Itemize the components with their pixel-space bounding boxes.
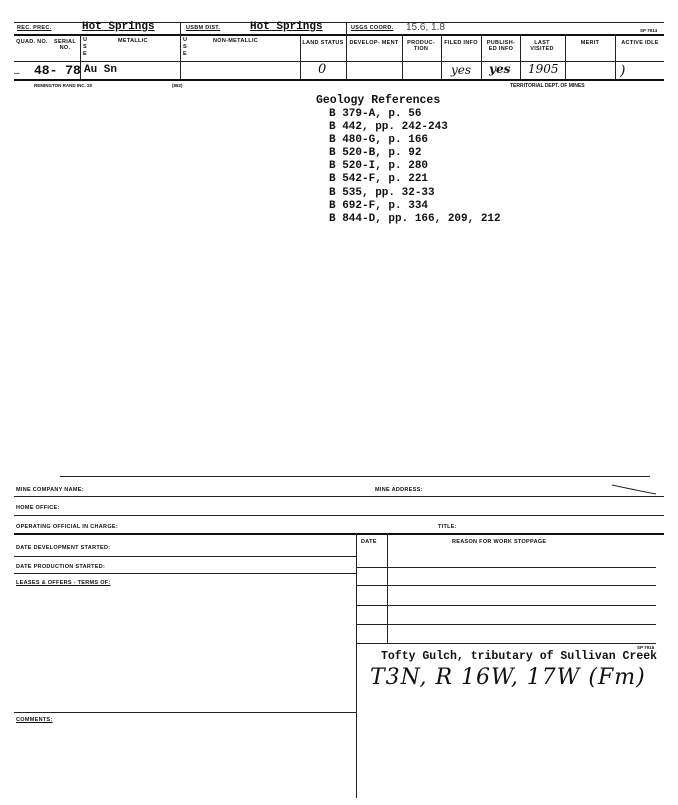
col-filed-info: FILED INFO (444, 40, 478, 46)
stoppage-row-line (356, 643, 656, 644)
form-line (14, 515, 664, 516)
col-land-status: LAND STATUS (302, 40, 344, 46)
header-row-line (14, 61, 664, 62)
header-rule (14, 34, 664, 36)
reference-item: B 844-D, pp. 166, 209, 212 (329, 212, 501, 225)
record-land-status: 0 (318, 62, 327, 77)
date-development-label: DATE DEVELOPMENT STARTED: (16, 545, 111, 551)
reference-item: B 542-F, p. 221 (329, 173, 429, 186)
form-number: SP 7914 (640, 28, 658, 33)
record-last-visited: 1905 (528, 62, 559, 76)
divider (565, 34, 566, 79)
record-active-idle: ) (620, 63, 626, 79)
col-merit: MERIT (580, 40, 600, 46)
home-office-label: HOME OFFICE: (16, 505, 60, 511)
references-list (329, 108, 501, 226)
record-quad-serial: 48- 78 (34, 63, 81, 78)
mine-company-top-line (60, 476, 650, 477)
date-production-label: DATE PRODUCTION STARTED: (16, 564, 106, 570)
reference-item: B 535, pp. 32-33 (329, 186, 435, 199)
reference-item: B 442, pp. 242-243 (329, 121, 448, 134)
form-line (14, 573, 356, 574)
date-col-label: DATE (361, 539, 377, 545)
reference-item: B 480-G, p. 166 (329, 134, 429, 147)
reference-item: B 520-B, p. 92 (329, 147, 422, 160)
record-bottom-line (14, 79, 664, 81)
form-line (14, 556, 356, 557)
col-development: DEVELOP- MENT (349, 40, 399, 46)
record-mark: – (14, 68, 20, 79)
usbm-dist-label: USBM DIST. (186, 25, 221, 31)
stoppage-row-line (356, 567, 656, 568)
rec-prec-value: Hot Springs (82, 21, 155, 33)
location-typed: Tofty Gulch, tributary of Sullivan Creek (381, 650, 658, 663)
col-active-idle: ACTIVE IDLE (621, 40, 659, 46)
form-number-2: SP 7915 (637, 645, 655, 650)
form-line (14, 496, 664, 497)
divider (180, 22, 181, 79)
col-use-letters: U S E (83, 37, 88, 57)
mine-company-name-label: MINE COMPANY NAME: (16, 487, 84, 493)
leases-offers-label: LEASES & OFFERS - TERMS OF: (16, 580, 111, 586)
col-metallic: METALLIC (118, 38, 148, 44)
divider (441, 34, 442, 79)
divider (346, 34, 347, 79)
references-heading: Geology References (316, 94, 441, 107)
agency-label: TERRITORIAL DEPT. OF MINES (510, 83, 585, 89)
reference-item: B 692-F, p. 334 (329, 199, 429, 212)
record-published-info: yes (489, 62, 511, 76)
record-filed-info: yes (451, 63, 472, 77)
printer-label: REMINGTON RAND INC. 20 (34, 83, 93, 88)
comments-label: COMMENTS: (16, 717, 53, 723)
date-col-divider (387, 533, 388, 643)
form-line (14, 533, 664, 535)
col-quad-no: QUAD. NO. (16, 39, 48, 45)
divider (346, 22, 347, 34)
divider (300, 34, 301, 79)
pen-stroke (610, 482, 658, 496)
title-label: TITLE: (438, 524, 457, 530)
form-line (14, 712, 356, 713)
col-use-letters-2: U S E (183, 37, 188, 57)
col-non-metallic: NON-METALLIC (213, 38, 259, 44)
stoppage-row-line (356, 585, 656, 586)
col-serial-no: SERIAL NO. (54, 39, 76, 51)
divider (481, 34, 482, 79)
location-handwritten: T3N, R 16W, 17W (Fm) (370, 665, 646, 690)
reason-col-label: REASON FOR WORK STOPPAGE (452, 539, 547, 545)
stoppage-row-line (356, 624, 656, 625)
col-published-info: PUBLISH- ED INFO (486, 40, 516, 52)
divider (615, 34, 616, 79)
usgs-coord-value: 15.6, 1.8 (406, 22, 445, 33)
record-metallic: Au Sn (84, 64, 118, 76)
divider (520, 34, 521, 79)
stoppage-row-line (356, 605, 656, 606)
usbm-dist-value: Hot Springs (250, 21, 323, 33)
operating-official-label: OPERATING OFFICIAL IN CHARGE: (16, 524, 118, 530)
reference-item: B 520-I, p. 280 (329, 160, 429, 173)
rec-prec-label: REC. PREC. (17, 25, 52, 31)
form-center-divider (356, 533, 357, 798)
col-production: PRODUC- TION (407, 40, 435, 52)
usgs-coord-label: USGS COORD. (351, 25, 394, 31)
mine-address-label: MINE ADDRESS: (375, 487, 423, 493)
printer-code: (882) (172, 83, 183, 88)
col-last-visited: LAST VISITED (530, 40, 554, 52)
reference-item: B 379-A, p. 56 (329, 108, 422, 120)
